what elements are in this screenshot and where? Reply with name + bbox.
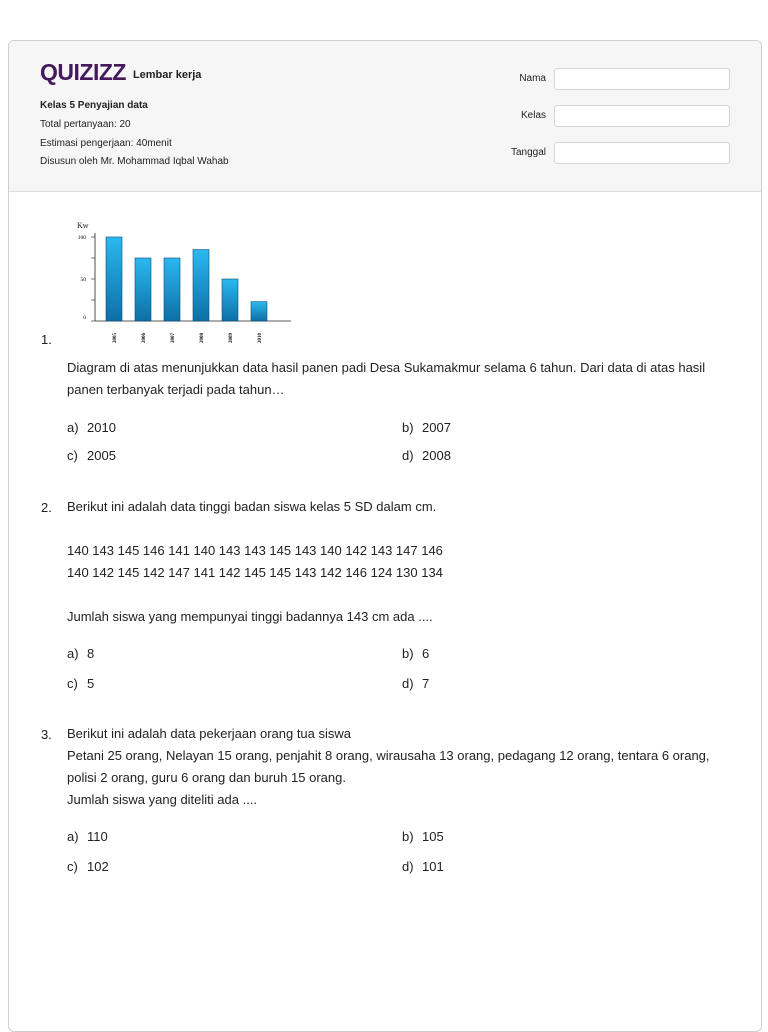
worksheet-title: Kelas 5 Penyajian data [40,100,148,111]
total-questions: Total pertanyaan: 20 [40,119,131,130]
question-2-number: 2. [41,500,52,515]
bar-2008 [193,250,209,321]
question-3-option-d[interactable]: d) 101 [402,859,444,874]
question-2-option-c[interactable]: c) 5 [67,676,95,691]
x-tick-label: 2009 [229,333,234,343]
nama-field[interactable] [554,68,730,90]
question-3-prompt: Jumlah siswa yang diteliti ada .... [67,792,258,807]
question-1-option-b[interactable]: b) 2007 [402,420,451,435]
question-1-option-d[interactable]: d) 2008 [402,448,451,463]
y-tick-label: 50 [80,277,86,283]
author: Disusun oleh Mr. Mohammad Iqbal Wahab [40,156,229,167]
estimated-time: Estimasi pengerjaan: 40menit [40,138,172,149]
y-axis-label: Kw [77,221,89,230]
x-tick-label: 2005 [113,333,118,343]
question-2-option-d[interactable]: d) 7 [402,676,430,691]
y-tick-label: 0 [83,315,86,321]
x-tick-label: 2008 [200,333,205,343]
kelas-field[interactable] [554,105,730,127]
question-3-number: 3. [41,727,52,742]
worksheet-header [9,41,761,192]
bar-2010 [251,302,267,321]
question-3-option-a[interactable]: a) 110 [67,829,108,844]
question-3-data: Petani 25 orang, Nelayan 15 orang, penjahit 8 orang, wirausaha 13 orang, pedagang 12 orang, tentara 6 orang, polisi 2 orang, guru 6 orang dan buruh 15 orang. [67,748,710,785]
y-tick-label: 100 [77,235,86,241]
bar-2006 [135,258,151,321]
nama-label: Nama [519,73,546,84]
question-3-option-c[interactable]: c) 102 [67,859,109,874]
question-2-option-a[interactable]: a) 8 [67,646,95,661]
quizizz-logo: QUIZIZZ [40,59,126,85]
kelas-label: Kelas [520,110,546,121]
bar-2007 [164,258,180,321]
worksheet [8,40,762,1032]
question-2-data-row-1: 140 143 145 146 141 140 143 143 145 143 140 142 143 147 146 [67,543,443,558]
bar-2005 [106,237,122,321]
x-tick-label: 2007 [171,333,176,343]
question-1-text: Diagram di atas menunjukkan data hasil panen padi Desa Sukamakmur selama 6 tahun. Dari data di atas hasil panen terbanyak terjadi pada tahun… [67,360,706,397]
question-2-intro: Berikut ini adalah data tinggi badan siswa kelas 5 SD dalam cm. [67,499,437,514]
harvest-bar-chart [69,213,309,343]
question-3-option-b[interactable]: b) 105 [402,829,444,844]
question-2-option-b[interactable]: b) 6 [402,646,430,661]
question-3-intro: Berikut ini adalah data pekerjaan orang tua siswa [67,726,352,741]
question-1-number: 1. [41,332,52,347]
question-1-option-c[interactable]: c) 2005 [67,448,116,463]
brand-row [40,61,201,84]
x-tick-label: 2010 [258,333,263,343]
question-1-option-a[interactable]: a) 2010 [67,420,116,435]
bar-2009 [222,279,238,321]
tanggal-field[interactable] [554,142,730,164]
question-2-prompt: Jumlah siswa yang mempunyai tinggi badannya 143 cm ada .... [67,609,433,624]
worksheet-subtitle: Lembar kerja [132,69,202,81]
tanggal-label: Tanggal [510,147,546,158]
question-2-data-row-2: 140 142 145 142 147 141 142 145 145 143 142 146 124 130 134 [67,565,443,580]
x-tick-label: 2006 [142,333,147,343]
